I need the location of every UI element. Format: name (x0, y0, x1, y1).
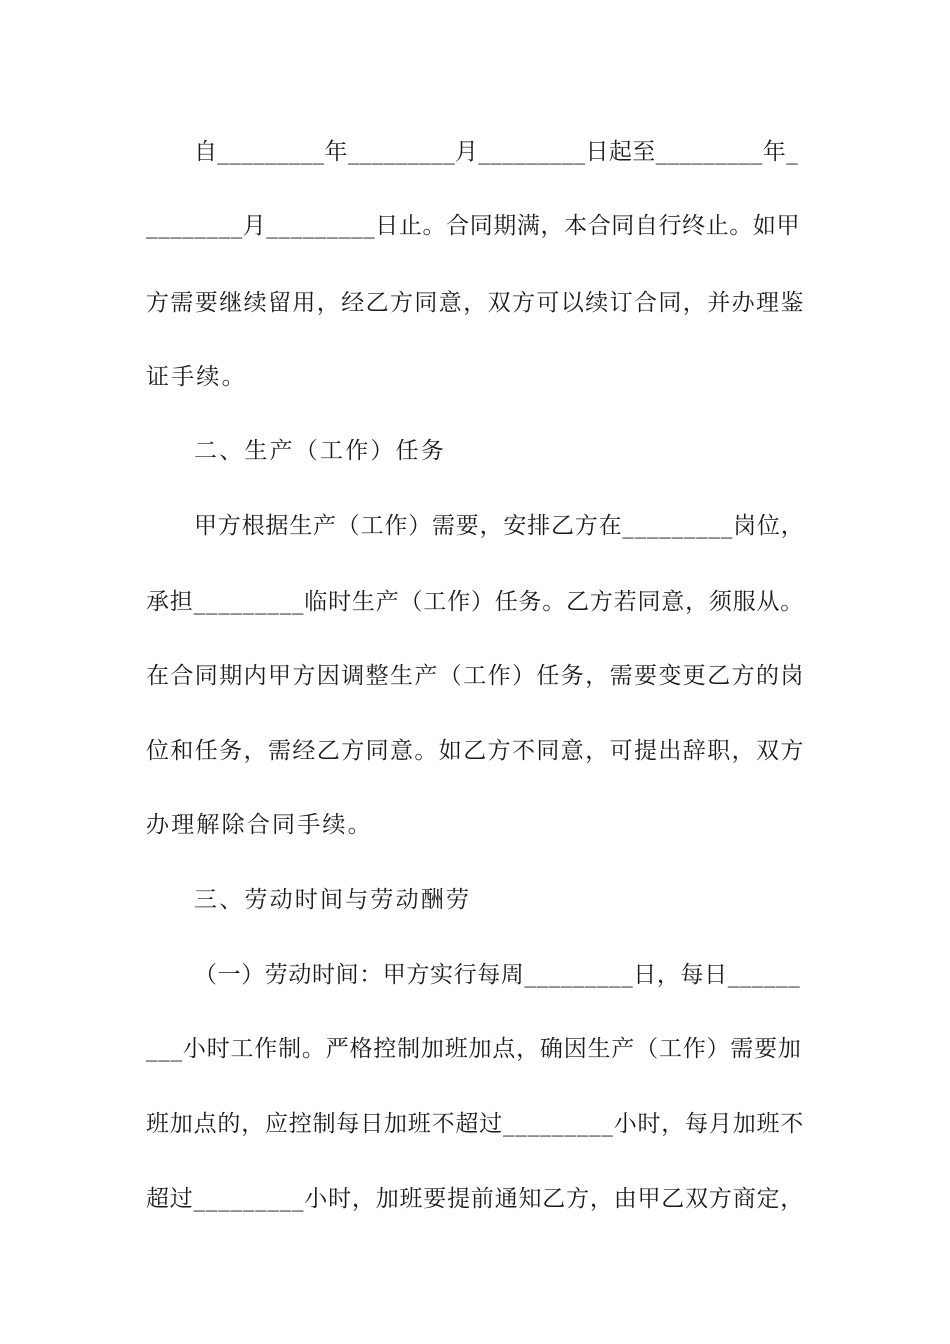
text-line: 承担_________临时生产（工作）任务。乙方若同意，须服从。 (146, 589, 805, 615)
section-heading: 三、劳动时间与劳动酬劳 (194, 887, 472, 913)
text-line: ________月_________日止。合同期满，本合同自行终止。如甲 (146, 213, 801, 239)
section-heading: 二、生产（工作）任务 (194, 438, 446, 464)
text-line: 办理解除合同手续。 (146, 812, 373, 838)
text-line: ___小时工作制。严格控制加班加点，确因生产（工作）需要加 (146, 1036, 802, 1062)
text-line: 班加点的，应控制每日加班不超过_________小时，每月加班不 (146, 1111, 805, 1137)
text-line: 位和任务，需经乙方同意。如乙方不同意，可提出辞职，双方 (146, 738, 805, 764)
text-line: 证手续。 (146, 364, 247, 390)
text-line: 超过_________小时，加班要提前通知乙方，由甲乙双方商定， (146, 1186, 805, 1212)
text-line: （一）劳动时间：甲方实行每周_________日，每日______ (194, 962, 801, 988)
text-line: 方需要继续留用，经乙方同意，双方可以续订合同，并办理鉴 (146, 290, 805, 316)
text-line: 自_________年_________月_________日起至_________年_ (194, 139, 799, 165)
text-line: 甲方根据生产（工作）需要，安排乙方在_________岗位， (194, 513, 805, 539)
text-line: 在合同期内甲方因调整生产（工作）任务，需要变更乙方的岗 (146, 663, 805, 689)
